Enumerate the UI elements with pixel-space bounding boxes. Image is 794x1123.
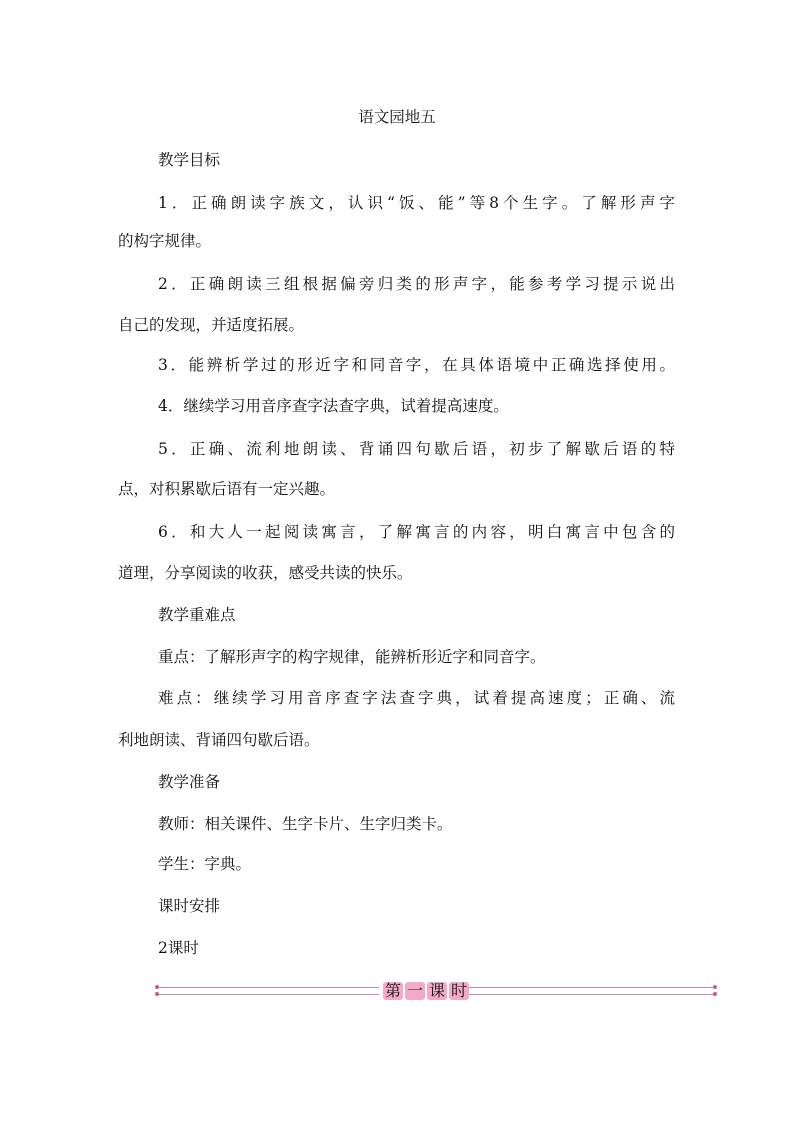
goal-4: 4．继续学习用音序查字法查字典，试着提高速度。 (158, 397, 509, 415)
goals-heading: 教学目标 (158, 151, 221, 169)
goal-6-line-1: 6．和大人一起阅读寓言，了解寓言的内容，明白寓言中包含的 (158, 523, 675, 541)
key-heading: 教学重难点 (158, 606, 236, 624)
goal-1-line-2: 的构字规律。 (118, 232, 212, 250)
goal-5-line-2: 点，对积累歇后语有一定兴趣。 (118, 480, 336, 498)
goal-5-line-1: 5．正确、流利地朗读、背诵四句歇后语，初步了解歇后语的特 (158, 440, 675, 458)
goal-6-line-2: 道理，分享阅读的收获，感受共读的快乐。 (118, 564, 413, 582)
key-point: 重点：了解形声字的构字规律，能辨析形近字和同音字。 (158, 648, 546, 666)
lesson-badge (383, 982, 469, 1000)
difficult-point-line-1: 难点：继续学习用音序查字法查字典，试着提高速度；正确、流 (158, 689, 675, 707)
badge-char: 时 (450, 981, 467, 1000)
student-prep: 学生：字典。 (158, 855, 252, 873)
goal-3: 3．能辨析学过的形近字和同音字，在具体语境中正确选择使用。 (158, 356, 675, 374)
page-title: 语文园地五 (358, 108, 436, 126)
goal-2-line-2: 自己的发现，并适度拓展。 (118, 316, 305, 334)
schedule-heading: 课时安排 (158, 897, 221, 915)
badge-char: 第 (384, 981, 401, 1000)
badge-char: 课 (428, 981, 445, 1000)
difficult-point-line-2: 利地朗读、背诵四句歇后语。 (118, 731, 320, 749)
schedule: 2课时 (158, 939, 199, 957)
badge-char: 一 (406, 981, 423, 1000)
goal-2-line-1: 2．正确朗读三组根据偏旁归类的形声字，能参考学习提示说出 (158, 275, 675, 293)
lesson-divider (155, 982, 717, 1000)
teacher-prep: 教师：相关课件、生字卡片、生字归类卡。 (158, 815, 453, 833)
prep-heading: 教学准备 (158, 773, 221, 791)
goal-1-line-1: 1．正确朗读字族文，认识“饭、能”等8个生字。了解形声字 (158, 194, 675, 212)
